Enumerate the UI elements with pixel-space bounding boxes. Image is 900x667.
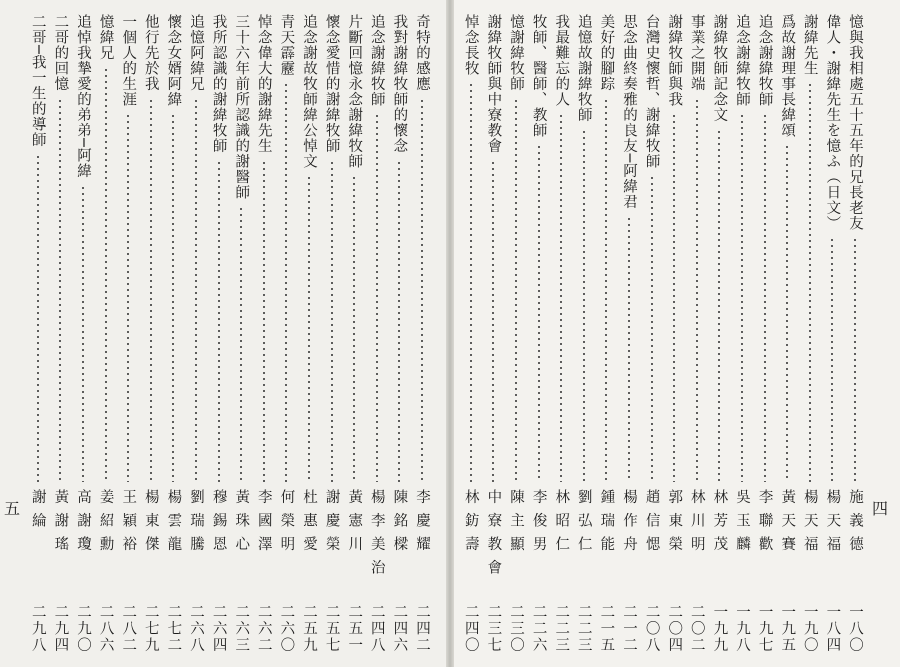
toc-entry-page: 二三〇	[508, 604, 524, 654]
toc-entry	[255, 14, 273, 654]
toc-entry	[507, 14, 525, 654]
right-page	[454, 0, 900, 667]
toc-entry-title: 追念謝故牧師緯公悼文	[301, 14, 317, 169]
toc-entry-title: 憶緯兄	[97, 14, 114, 61]
toc-leader-dots	[764, 113, 766, 482]
toc-entry-page: 二五九	[301, 604, 317, 654]
toc-leader-dots	[376, 113, 378, 482]
toc-leader-dots	[538, 144, 540, 482]
left-page	[0, 0, 446, 667]
toc-entry-author: 謝綸	[29, 489, 46, 536]
toc-leader-dots	[172, 113, 174, 482]
toc-entry-author: 謝慶榮	[323, 489, 340, 560]
right-page-number: 四	[872, 499, 889, 518]
toc-entry	[164, 14, 182, 654]
toc-entry-page: 一九九	[711, 604, 728, 654]
toc-entry-title: 憶與我相處五十五年的兄長老友	[847, 14, 863, 231]
toc-entry-page: 二六四	[210, 604, 227, 654]
toc-leader-dots	[285, 82, 287, 482]
toc-entry-author: 劉弘仁	[575, 489, 592, 560]
toc-entry-author: 李國澤	[255, 489, 272, 560]
toc-entry-page: 二四八	[368, 604, 385, 654]
toc-leader-dots	[583, 129, 585, 483]
toc-entry-page: 二〇四	[666, 604, 683, 654]
toc-entry	[232, 14, 250, 654]
toc-entry-page: 二四二	[414, 604, 430, 654]
toc-entry-title: 悼念長牧	[462, 14, 479, 76]
toc-leader-dots	[263, 160, 265, 483]
toc-entry	[390, 14, 408, 654]
toc-entry	[756, 14, 774, 654]
toc-entry-author: 林昭仁	[553, 489, 570, 560]
toc-entry-page: 二〇八	[643, 604, 660, 654]
toc-entry-title: 台灣史懷哲、謝緯牧師	[643, 14, 660, 169]
toc-leader-dots	[718, 129, 720, 483]
toc-entry-page: 一九八	[734, 604, 750, 654]
toc-leader-dots	[82, 185, 84, 482]
toc-entry-author: 郭東榮	[666, 489, 683, 560]
toc-leader-dots	[515, 98, 517, 483]
toc-entry-title: 謝緯牧師記念文	[711, 14, 728, 123]
toc-entry	[643, 14, 661, 654]
toc-leader-dots	[628, 216, 630, 482]
toc-entry-page: 二七二	[165, 604, 182, 654]
toc-entry	[552, 14, 570, 654]
toc-entry	[530, 14, 548, 654]
toc-leader-dots	[59, 98, 61, 483]
toc-leader-dots	[218, 160, 220, 483]
toc-entry-page: 二一五	[598, 604, 615, 654]
toc-entry-author: 楊天福	[824, 489, 841, 560]
toc-leader-dots	[398, 160, 400, 483]
toc-entry-author: 林芳茂	[711, 489, 728, 560]
toc-entry-author: 林鈁壽	[462, 489, 479, 560]
toc-entry	[733, 14, 751, 654]
toc-entry-title: 他行先於我	[142, 14, 159, 92]
toc-entry-author: 趙信愢	[643, 489, 660, 560]
toc-entry-title: 爲故謝理事長緯頌	[779, 14, 796, 138]
toc-entry-author: 楊李美治	[368, 489, 385, 583]
toc-leader-dots	[421, 98, 423, 483]
toc-leader-dots	[560, 113, 562, 482]
toc-entry-author: 李慶耀	[414, 489, 430, 560]
toc-entry-title: 美好的腳踪	[598, 14, 615, 92]
toc-entry-author: 中寮教會	[485, 489, 502, 583]
toc-entry-title: 悼念偉大的謝緯先生	[255, 14, 272, 154]
toc-entry-page: 二一二	[621, 604, 637, 654]
toc-entry-title: 青天霹靂	[278, 14, 295, 76]
toc-leader-dots	[240, 206, 242, 482]
toc-entry	[597, 14, 615, 654]
toc-entry-page: 二六三	[233, 604, 250, 654]
toc-entry	[119, 14, 137, 654]
toc-leader-dots	[831, 237, 833, 482]
toc-leader-dots	[651, 175, 653, 482]
toc-entry-page: 一九五	[779, 604, 796, 654]
toc-entry-page: 二九八	[29, 604, 46, 654]
toc-entry-title: 我所認識的謝緯牧師	[210, 14, 227, 154]
toc-entry	[97, 14, 115, 654]
toc-entry-page: 一九七	[756, 604, 773, 654]
toc-entry-title: 奇特的感應	[414, 14, 430, 92]
toc-entry-author: 杜惠愛	[301, 489, 317, 560]
toc-entry-title: 偉人・謝緯先生を憶ふ（日文）	[824, 14, 841, 231]
toc-entry-title: 思念曲終奏雅的良友─阿緯君	[621, 14, 637, 210]
toc-entry-title: 我最難忘的人	[553, 14, 570, 107]
toc-entry	[300, 14, 318, 654]
toc-entry-author: 施義德	[847, 489, 863, 560]
toc-entry-page: 二六〇	[278, 604, 295, 654]
toc-entry-author: 鍾瑞能	[598, 489, 615, 560]
toc-entry-author: 李俊男	[530, 489, 547, 560]
toc-leader-dots	[809, 82, 811, 482]
toc-entry-title: 三十六年前所認識的謝醫師	[233, 14, 250, 200]
toc-entry-author: 姜紹勳	[97, 489, 114, 560]
toc-entry-author: 楊雲龍	[165, 489, 182, 560]
toc-entry-title: 片斷回憶永念謝緯牧師	[346, 14, 363, 169]
toc-entry	[277, 14, 295, 654]
toc-entry-author: 王穎裕	[120, 489, 137, 560]
toc-entry-author: 陳主顯	[508, 489, 524, 560]
toc-entry-page: 一九〇	[801, 604, 818, 654]
toc-entry-title: 謝緯牧師與我	[666, 14, 683, 107]
toc-entry-title: 追念謝緯牧師	[368, 14, 385, 107]
toc-entry-author: 楊作舟	[621, 489, 637, 560]
toc-entry-author: 高謝瓊	[75, 489, 91, 560]
toc-entry	[484, 14, 502, 654]
toc-leader-dots	[470, 82, 472, 482]
toc-entry	[823, 14, 841, 654]
toc-entry-title: 謝緯牧師與中寮教會	[485, 14, 502, 154]
toc-entry	[665, 14, 683, 654]
toc-leader-dots	[308, 175, 310, 482]
toc-entry-author: 林川明	[688, 489, 705, 560]
toc-leader-dots	[331, 160, 333, 483]
toc-leader-dots	[741, 113, 743, 482]
toc-entry	[323, 14, 341, 654]
toc-entry	[801, 14, 819, 654]
toc-entry-title: 二哥的回憶	[52, 14, 69, 92]
toc-entry-page: 二〇二	[688, 604, 705, 654]
toc-entry-title: 二哥─我一生的導師	[29, 14, 46, 148]
toc-entry	[710, 14, 728, 654]
toc-entry-author: 吳玉麟	[734, 489, 750, 560]
toc-entry-page: 二三七	[485, 604, 502, 654]
toc-entry-page: 二二三	[575, 604, 592, 654]
toc-entry-page: 二七九	[142, 604, 159, 654]
toc-entry-author: 何榮明	[278, 489, 295, 560]
toc-entry-page: 一八〇	[847, 604, 863, 654]
toc-entry-page: 二八二	[120, 604, 137, 654]
toc-entry-author: 李聯歡	[756, 489, 773, 560]
toc-entry	[142, 14, 160, 654]
toc-entry-title: 我對謝緯牧師的懷念	[391, 14, 408, 154]
toc-entry-author: 穆錫恩	[210, 489, 227, 560]
toc-entry	[74, 14, 92, 654]
toc-entry-title: 追憶阿緯兄	[188, 14, 204, 92]
toc-entry-title: 憶謝緯牧師	[508, 14, 524, 92]
toc-entry-author: 黃天賽	[779, 489, 796, 560]
toc-entry-title: 謝緯先生	[801, 14, 818, 76]
toc-entry	[29, 14, 47, 654]
toc-entry-title: 牧師、醫師、教師	[530, 14, 547, 138]
toc-leader-dots	[696, 98, 698, 483]
toc-leader-dots	[673, 113, 675, 482]
toc-leader-dots	[492, 160, 494, 483]
toc-leader-dots	[605, 98, 607, 483]
toc-entry-title: 追悼我摯愛的弟弟─阿緯	[75, 14, 91, 179]
toc-entry-page: 二二六	[530, 604, 547, 654]
toc-entry-title: 追念謝緯牧師	[734, 14, 750, 107]
toc-entry-title: 懷念愛惜的謝緯牧師	[323, 14, 340, 154]
toc-entry	[413, 14, 431, 654]
toc-entry-title: 懷念女婿阿緯	[165, 14, 182, 107]
toc-entry	[688, 14, 706, 654]
toc-entry-page: 二九四	[52, 604, 69, 654]
toc-entry-page: 二五七	[323, 604, 340, 654]
toc-entry	[462, 14, 480, 654]
toc-leader-dots	[150, 98, 152, 483]
toc-entry-author: 黃珠心	[233, 489, 250, 560]
toc-leader-dots	[105, 67, 107, 483]
toc-entry	[368, 14, 386, 654]
toc-entry-title: 追念謝緯牧師	[756, 14, 773, 107]
left-page-number: 五	[4, 499, 21, 518]
toc-entry	[51, 14, 69, 654]
toc-entry-author: 黃憲川	[346, 489, 363, 560]
toc-leader-dots	[353, 175, 355, 482]
toc-entry-page: 二六二	[255, 604, 272, 654]
toc-leader-dots	[195, 98, 197, 483]
toc-entry	[187, 14, 205, 654]
toc-entry	[778, 14, 796, 654]
book-spine	[446, 0, 454, 667]
toc-entry-page: 一八四	[824, 604, 841, 654]
toc-entry-page: 二二三	[553, 604, 570, 654]
toc-entry-author: 楊東傑	[142, 489, 159, 560]
toc-entry-page: 二四〇	[462, 604, 479, 654]
toc-entry	[345, 14, 363, 654]
toc-entry-author: 黃謝瑤	[52, 489, 69, 560]
toc-leader-dots	[786, 144, 788, 482]
toc-leader-dots	[127, 113, 129, 482]
toc-entry-page: 二八六	[97, 604, 114, 654]
toc-entry-author: 陳銘樑	[391, 489, 408, 560]
toc-entry-page: 二九〇	[75, 604, 91, 654]
toc-entry	[620, 14, 638, 654]
toc-entry	[575, 14, 593, 654]
toc-entry	[210, 14, 228, 654]
toc-entry-page: 二五一	[346, 604, 363, 654]
toc-entry-page: 二六八	[188, 604, 204, 654]
toc-leader-dots	[854, 237, 856, 482]
toc-entry-author: 劉瑞騰	[188, 489, 204, 560]
toc-entry-author: 楊天福	[801, 489, 818, 560]
toc-leader-dots	[37, 154, 39, 482]
toc-entry-title: 一個人的生涯	[120, 14, 137, 107]
toc-entry-title: 事業之開端	[688, 14, 705, 92]
toc-entry	[846, 14, 864, 654]
toc-entry-page: 二四六	[391, 604, 408, 654]
toc-entry-title: 追憶故謝緯牧師	[575, 14, 592, 123]
